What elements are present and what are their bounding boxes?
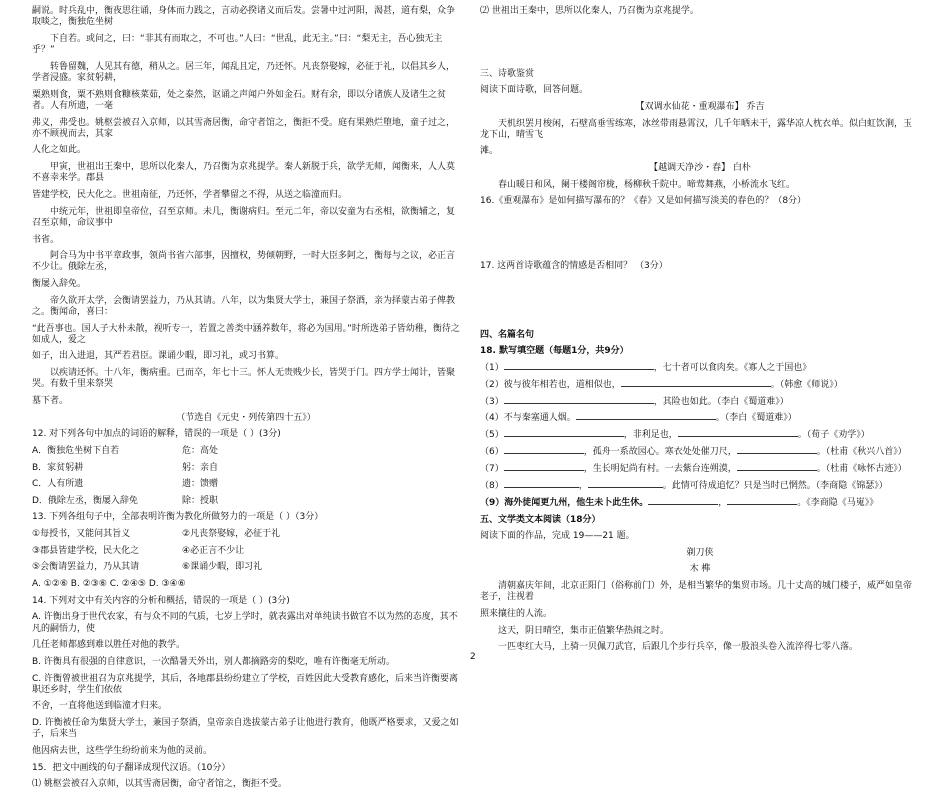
text-line: 下自若。或问之，曰：“非其有而取之，不可也。”人曰：“世乱，此无主。”曰：“梨无主，吾心独无主乎？” <box>32 33 443 56</box>
option-d: D. 许衡被任命为集贤大学士，兼国子祭酒，皇帝亲自选拔蒙古弟子让他进行教育，他既严格要求，又爱之如子，后来当 <box>32 718 459 740</box>
question-18: 18. 默写填空题（每题1分，共9分） <box>480 346 629 357</box>
option-row: A．衡独危坐树下自若 危：高处 <box>32 445 219 456</box>
question-14: 14. 下列对文中有关内容的分析和概括，错误的一项是（ ）(3分) <box>32 595 290 606</box>
poem-2-title: 【越调天净沙・春】 白朴 <box>649 163 751 174</box>
question-15-1: ⑴ 姚枢尝被召入京师，以其雪斋居衡，命守者馆之，衡拒不受。 <box>32 779 287 790</box>
poem-1-line: 滩。 <box>480 146 499 157</box>
fill-blank-1: （1） ，七十者可以食肉矣。《寡人之于国也》 <box>480 362 812 373</box>
question-16: 16.《重观瀑布》是如何描写瀑布的？《春》又是如何描写淡美的春色的？（8分） <box>480 196 807 207</box>
poem-1-title: 【双调水仙花・重观瀑布】 乔吉 <box>635 101 765 112</box>
story-paragraph: 一匹枣红大马，上骑一贝佩刀武官，后跟几个步行兵卒，像一股浪头卷入流淬得七零八落。 <box>498 642 859 653</box>
text-line: 弗义，弗受也。姚枢尝被召入京师，以其雪斋居衡，命守者馆之，衡拒不受。庭有果熟烂堕地，童子过之，亦不顾视而去，其家 <box>32 117 456 139</box>
text-line: “此吾事也。国人子大朴未散，视听专一，若置之善类中涵养数年，将必为国用。”时所选弟子皆幼稚，衡待之如成人，爱之 <box>32 323 460 345</box>
text-line: 嗣说。时兵乱中，衡夜思往诵，身体而力践之，言动必揆诸义而后发。尝暑中过河阳，渴甚，道有梨，众争取啖之，衡独危坐树 <box>32 6 456 28</box>
text-line: 帝久欲开太学，会衡请罢益力，乃从其请。八年，以为集贤大学士，兼国子祭酒，亲为择蒙古弟子俾教之。衡闻命，喜曰： <box>32 295 456 317</box>
option-row: B．家贫躬耕 躬：亲自 <box>32 462 219 473</box>
option-c: C. 许衡曾被世祖召为京兆提学，其后，各地郡县纷纷建立了学校，百姓因此大受教育感化，后来当许衡要离职还乡时，学生们依依 <box>32 673 459 695</box>
text-line: 粟熟则食，粟不熟则食糠核菜茹，处之泰然，讴诵之声闻户外如金石。财有余，即以分诸族人及诸生之贫者。人有所遗，一毫 <box>32 89 447 111</box>
story-paragraph: 照来攘往的人流。 <box>480 608 553 619</box>
poem-1-line: 天机织罢月梭闲，石壁高垂雪练寒，冰丝带雨悬霄汉，几千年晒未干，露华凉人枕衣单。似白虹饮涧，玉龙下山，晴雪飞 <box>480 118 913 140</box>
fill-blank-4: （4）不与秦塞通人烟。 。（李白《蜀道难》） <box>480 413 797 424</box>
question-15-2: ⑵ 世祖出王秦中，思所以化秦人，乃召衡为京兆提学。 <box>480 6 699 16</box>
section-3-intro: 阅读下面诗歌，回答问题。 <box>480 85 589 96</box>
poem-2-line: 春山暖日和风，阑干楼阁帘栊，杨柳秋千院中。啼莺舞燕，小桥流水飞红。 <box>498 179 796 190</box>
text-line: 人化之如此。 <box>32 145 87 156</box>
right-column <box>480 6 920 659</box>
story-title: 剃刀侠 <box>686 547 714 558</box>
text-line: 书省。 <box>32 234 60 245</box>
text-line: 如子，出入进退，其严若君臣。课诵少暇，即习礼，或习书算。 <box>32 351 285 362</box>
option-row: C．人有所遗 遗：馈赠 <box>32 479 219 490</box>
text-line: 甲寅，世祖出王秦中，思所以化秦人，乃召衡为京兆提学。秦人新脱于兵，欲学无师，闻衡来，人人莫不喜幸来学。郡县 <box>32 162 456 184</box>
question-12: 12. 对下列各句中加点的词语的解释，错误的一项是（ ）(3分) <box>32 429 281 440</box>
item-row: ⑤会衡请罢益力，乃从其请 ⑥课诵少暇，即习礼 <box>32 562 263 573</box>
section-5-intro: 阅读下面的作品，完成 19——21 题。 <box>480 531 635 542</box>
item-row: ①每授书，又能问其旨义 ②凡丧祭娶嫁，必征于礼 <box>32 529 281 540</box>
option-a-cont: 几任老师都感到难以胜任对他的教学。 <box>32 640 186 651</box>
text-line: 皆建学校，民大化之。世祖南征，乃还怀，学者攀留之不得，从送之临潼而归。 <box>32 189 348 200</box>
item-row: ③郡县皆建学校，民大化之 ④必正言不少让 <box>32 545 245 556</box>
fill-blank-7: （7） ，生长明妃尚有村。一去紫台连朔漠， 。（杜甫《咏怀古迹》） <box>480 464 907 474</box>
text-line: 墓下者。 <box>32 396 69 406</box>
fill-blank-2: （2）彼与彼年相若也，道相似也， 。（韩愈《师说》） <box>480 379 843 390</box>
story-paragraph: 清朝嘉庆年间，北京正阳门（俗称前门）外，是相当繁华的集贸市场。几十丈高的城门楼子，威严如皇帝老子，注视着 <box>480 581 913 603</box>
fill-blank-5: （5） ，非利足也， 。（荀子《劝学》） <box>480 430 870 441</box>
story-author: 木 榫 <box>689 564 711 575</box>
question-13: 13. 下列各组句子中，全部表明许衡为教化所做努力的一项是（ ）（3分） <box>32 512 324 523</box>
option-a: A. 许衡出身于世代农家，有与众不同的气质，七岁上学时，就表露出对单纯读书做官不以为然的态度，其不凡的嗣悟力，使 <box>32 612 458 634</box>
option-b: B. 许衡具有很强的自律意识，一次酷暑天外出，别人都摘路旁的梨吃，唯有许衡毫无所动。 <box>32 656 395 667</box>
section-5-heading: 五、文学类文本阅读（18分） <box>480 514 601 525</box>
section-3-heading: 三、诗歌鉴赏 <box>480 68 535 79</box>
left-column <box>32 6 460 796</box>
option-d-cont: 他因病去世，这些学生纷纷前来为他的灵前。 <box>32 745 213 756</box>
story-paragraph: 这天，阴日晴空，集市正值繁华热闹之时。 <box>498 625 670 636</box>
text-line: 阿合马为中书平章政事，领尚书省六部事，因擅权，势倾朝野，一时大臣多阿之，衡每与之议，必正言不少让。俄除左丞， <box>32 251 456 273</box>
fill-blank-9: （9）海外徒闻更九州，他生未卜此生休。 ， 。《李商隐《马嵬》》 <box>480 497 879 508</box>
question-13-options: A. ①②⑥ B. ②③⑥ C. ②④⑤ D. ③④⑥ <box>32 579 186 590</box>
page-number: 2 <box>470 652 476 662</box>
fill-blank-6: （6） ，孤舟一系故园心。寒衣处处催刀尺， 。（杜甫《秋兴八首》） <box>480 447 907 458</box>
text-line: 中统元年，世祖即皇帝位，召至京师。未几，衡谢病归。至元二年，帝以安童为右丞相，欲衡辅之，复召至京师，命议事中 <box>32 206 456 228</box>
source-citation: （节选自《元史・列传第四十五》） <box>176 412 316 423</box>
fill-blank-8: （8） ， 。此情可待成追忆？只是当时已惘然。（李商隐《锦瑟》） <box>480 480 888 491</box>
text-line: 以疾请还怀。十八年，衡病重。已而卒，年七十三。怀人无贵贱少长，皆哭于门。四方学士闻计，皆聚哭。有数千里来祭哭 <box>32 368 456 390</box>
text-line: 转鲁留魏，人见其有德，稍从之。居三年，闻乱且定，乃还怀。凡丧祭娶嫁，必征于礼，以倡其乡人，学者浸盛。家贫躬耕， <box>32 61 456 84</box>
text-line: 衡屡入辞免。 <box>32 279 87 290</box>
fill-blank-3: （3） ，其险也如此。（李白《蜀道难》） <box>480 396 789 407</box>
option-c-cont: 不舍，一直将他送到临潼才归来。 <box>32 701 168 712</box>
section-4-heading: 四、名篇名句 <box>480 329 535 340</box>
option-row: D．俄除左丞，衡屡入辞免 除：授职 <box>32 495 219 506</box>
question-17: 17. 这两首诗歌蕴含的情感是否相同？ （3分） <box>480 261 668 272</box>
question-15: 15．把文中画线的句子翻译成现代汉语。（10分） <box>32 762 231 773</box>
